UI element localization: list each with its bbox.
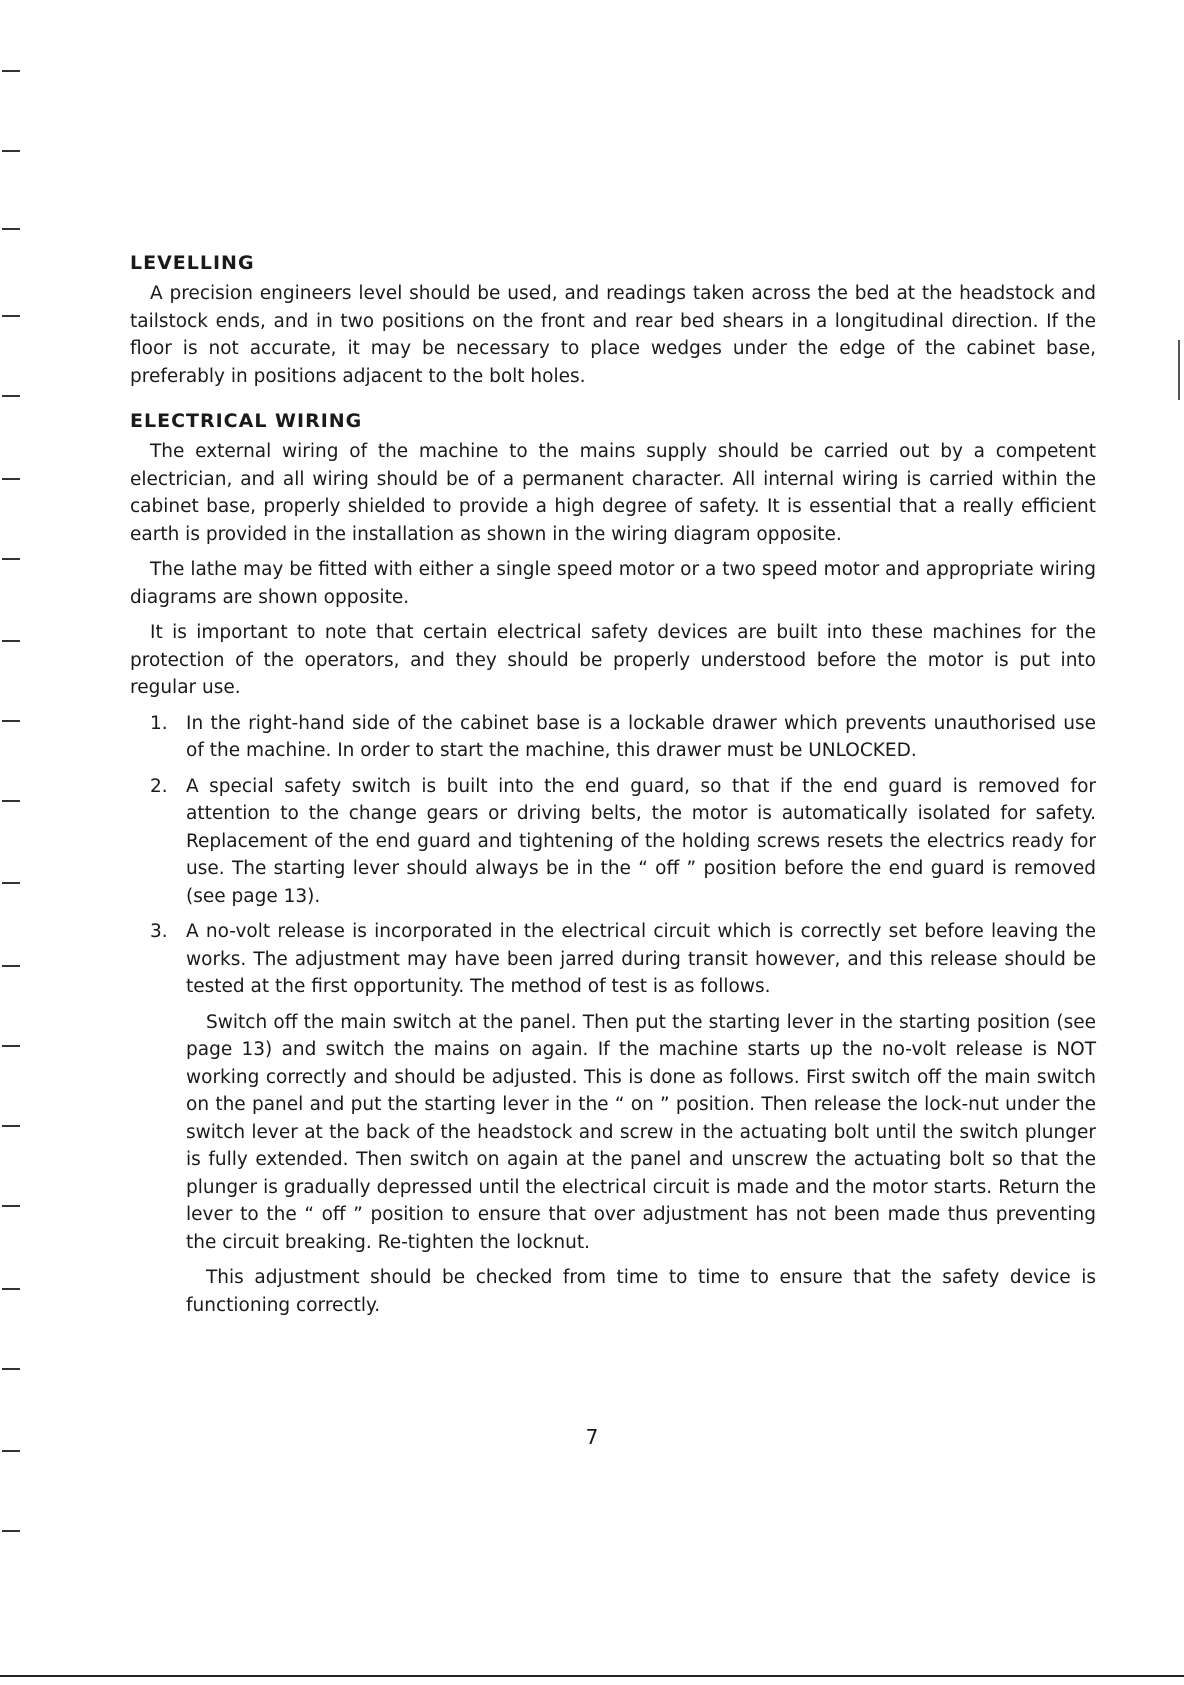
scan-edge-mark — [1178, 340, 1180, 400]
margin-tick — [2, 315, 20, 317]
list-item-text: A no-volt release is incorporated in the electrical circuit which is correctly set before leaving the works. The adjustment may have been jarred during transit however, and this release should be tested at the first opportunity. The method of test is as follows. — [186, 921, 1096, 997]
levelling-section — [130, 250, 1096, 390]
margin-tick — [2, 1368, 20, 1370]
list-item-text: A special safety switch is built into the end guard, so that if the end guard is removed for attention to the change gears or driving belts, the motor is automatically isolated for safety. Replacement of the end guard and tightening of the holding screws resets the electrics ready for use. The starting lever should always be in the “ off ” position before the end guard is removed (see page 13). — [186, 775, 1096, 907]
test-procedure — [130, 1009, 1096, 1320]
list-item — [130, 773, 1096, 911]
margin-tick — [2, 1125, 20, 1127]
list-item — [130, 918, 1096, 1001]
margin-tick — [2, 70, 20, 72]
list-item-number: 2. — [150, 775, 168, 797]
check-reminder-paragraph: This adjustment should be checked from time to time to ensure that the safety device is functioning correctly. — [186, 1267, 1096, 1316]
bottom-edge-rule — [0, 1675, 1184, 1677]
list-item — [130, 710, 1096, 765]
safety-device-list — [130, 710, 1096, 1001]
margin-tick — [2, 1530, 20, 1532]
margin-tick — [2, 1045, 20, 1047]
margin-tick — [2, 395, 20, 397]
margin-tick — [2, 558, 20, 560]
levelling-heading: LEVELLING — [130, 252, 255, 274]
list-item-text: In the right-hand side of the cabinet base is a lockable drawer which prevents unauthorised use of the machine. In order to start the machine, this drawer must be UNLOCKED. — [186, 712, 1096, 761]
margin-tick — [2, 1288, 20, 1290]
list-item-number: 1. — [150, 712, 168, 734]
electrical-paragraph-3: It is important to note that certain electrical safety devices are built into these machines for the protection of the operators, and they should be properly understood before the motor is put into regular use. — [130, 622, 1096, 698]
margin-tick — [2, 800, 20, 802]
margin-tick — [2, 228, 20, 230]
levelling-paragraph: A precision engineers level should be used, and readings taken across the bed at the headstock and tailstock ends, and in two positions on the front and rear bed shears in a longitudinal direction. If the floor is not accurate, it may be necessary to place wedges under the edge of the cabinet base, preferably in positions adjacent to the bolt holes. — [130, 283, 1096, 387]
electrical-paragraph-1: The external wiring of the machine to the mains supply should be carried out by a competent electrician, and all wiring should be of a permanent character. All internal wiring is carried within the cabinet base, properly shielded to provide a high degree of safety. It is essential that a really efficient earth is provided in the installation as shown in the wiring diagram opposite. — [130, 441, 1096, 545]
test-procedure-paragraph: Switch off the main switch at the panel. Then put the starting lever in the starting position (see page 13) and switch the mains on again. If the machine starts up the no-volt release is NOT working correctly and should be adjusted. This is done as follows. First switch off the main switch on the panel and put the starting lever in the “ on ” position. Then release the lock-nut under the switch lever at the back of the headstock and screw in the actuating bolt until the switch plunger is fully extended. Then switch on again at the panel and unscrew the actuating bolt so that the plunger is gradually depressed until the electrical circuit is made and the motor starts. Return the lever to the “ off ” position to ensure that over adjustment has not been made thus preventing the circuit breaking. Re-tighten the locknut. — [186, 1011, 1096, 1253]
margin-tick — [2, 150, 20, 152]
list-item-number: 3. — [150, 921, 168, 942]
electrical-wiring-heading: ELECTRICAL WIRING — [130, 410, 363, 432]
electrical-wiring-section — [130, 408, 1096, 1319]
margin-tick — [2, 1450, 20, 1452]
margin-tick — [2, 965, 20, 967]
margin-tick — [2, 478, 20, 480]
margin-tick — [2, 640, 20, 642]
margin-tick — [2, 1205, 20, 1207]
margin-tick — [2, 720, 20, 722]
page-number: 7 — [585, 1425, 599, 1449]
margin-tick — [2, 882, 20, 884]
page-content — [130, 250, 1096, 1337]
electrical-paragraph-2: The lathe may be fitted with either a single speed motor or a two speed motor and appropriate wiring diagrams are shown opposite. — [130, 559, 1096, 608]
